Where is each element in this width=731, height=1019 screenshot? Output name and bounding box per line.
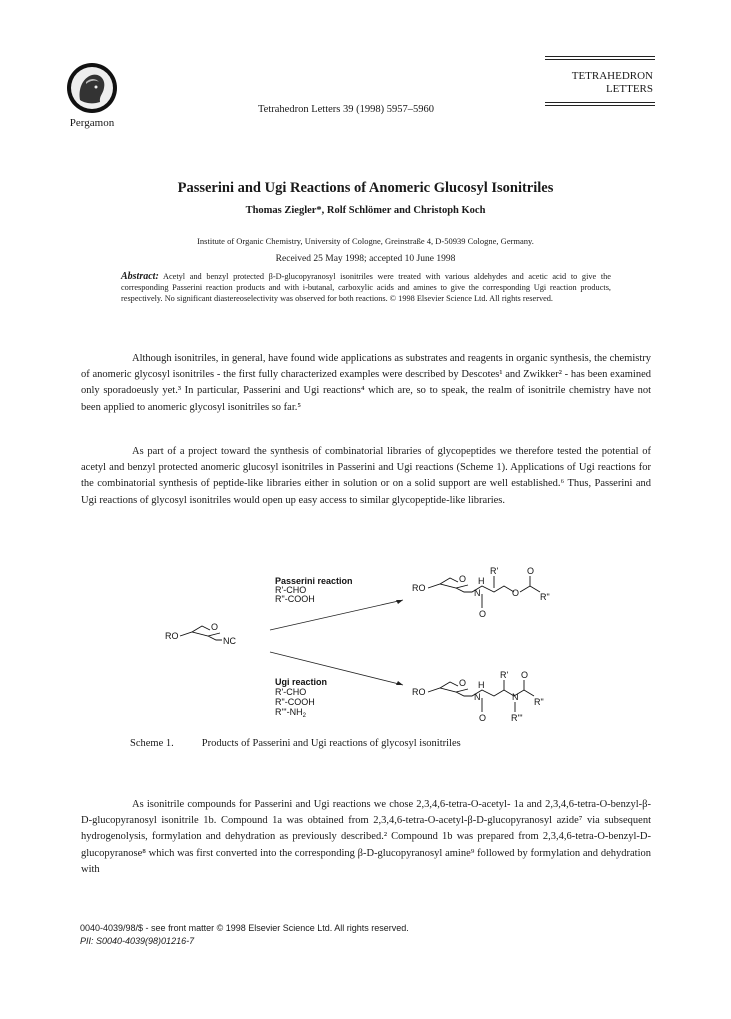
affiliation: Institute of Organic Chemistry, University of Cologne, Greinstraße 4, D-50939 Cologne, Germany. — [197, 236, 534, 246]
caption-title: Products of Passerini and Ugi reactions of glycosyl isonitriles — [201, 738, 461, 749]
passerini-arrow — [270, 600, 403, 630]
abstract-text: Acetyl and benzyl protected β-D-glucopyranosyl isonitriles were treated with various aldehydes and acetic acid to give the corresponding Passerini reaction products and with i-butanal, carboxylic acids and amines to give the corresponding Ugi reaction products, respectively. No significant diastereoselectivity was observed for both reactions. © 1998 Elsevier Science Ltd. All rights reserved. — [121, 272, 611, 303]
journal-name-line1: TETRAHEDRON — [571, 70, 653, 82]
paragraph-text: As isonitrile compounds for Passerini and Ugi reactions we chose 2,3,4,6-tetra-O-acetyl- 1a and 2,3,4,6-tetra-O-benzyl-β-D-glucopyranosyl isonitrile 1b. Compound 1a was obtained from 2,3,4,6-tetra-O-acetyl-β-D-glucopyranosyl azide⁷ via subsequent hydrogenolysis, formylation and dehydration as previously described.² Compound 1b was prepared from 2,3,4,6-tetra-O-benzyl-D-glucopyranose⁸ which was first converted into the corresponding β-D-glucopyranosyl amine⁹ followed by formylation and dehydration with — [81, 799, 651, 875]
start-ring-oxygen: O — [211, 622, 219, 632]
masthead-rule — [545, 102, 655, 103]
start-ro-label: RO — [165, 631, 179, 641]
journal-name — [545, 62, 655, 102]
ugi-product-h: H — [478, 680, 485, 690]
ugi-reagent-2: R"-COOH — [275, 697, 315, 707]
ugi-reaction-label: Ugi reaction — [275, 677, 328, 687]
ugi-reagent-3: $R'''-NH_2$ — [275, 707, 306, 719]
start-nc-label: NC — [223, 636, 236, 646]
received-dates: Received 25 May 1998; accepted 10 June 1998 — [275, 254, 456, 264]
passerini-r-prime: R' — [490, 566, 499, 576]
passerini-product-n: N — [474, 588, 481, 598]
journal-masthead — [545, 56, 655, 108]
ugi-ring-oxygen: O — [459, 678, 467, 688]
page-footer — [80, 922, 409, 948]
passerini-ester-bonds — [520, 586, 540, 592]
passerini-product-skeleton — [428, 578, 514, 592]
abstract-label: Abstract: — [121, 271, 159, 282]
arrow-head — [396, 600, 403, 604]
ugi-amide-carbonyl-o: O — [521, 670, 529, 680]
passerini-ring-oxygen: O — [459, 574, 467, 584]
pergamon-logo — [66, 62, 118, 114]
scheme-caption — [130, 738, 461, 749]
passerini-product-ro: RO — [412, 583, 426, 593]
ugi-r-prime: R' — [500, 670, 509, 680]
body-paragraph-2 — [81, 444, 651, 509]
ugi-r-triple-prime: R''' — [511, 713, 523, 723]
masthead-rule — [545, 56, 655, 57]
body-paragraph-1 — [81, 351, 651, 416]
pii-line: PII: S0040-4039(98)01216-7 — [80, 936, 195, 946]
passerini-ester-o: O — [512, 588, 520, 598]
article-title: Passerini and Ugi Reactions of Anomeric Glucosyl Isonitriles — [177, 180, 554, 196]
passerini-ester-carbonyl-o: O — [527, 566, 535, 576]
publisher-name: Pergamon — [69, 117, 115, 129]
passerini-r-double-prime: R" — [540, 592, 550, 602]
masthead-rule — [545, 59, 655, 60]
passerini-product-h: H — [478, 576, 485, 586]
passerini-reagent-1: R'-CHO — [275, 585, 307, 595]
ugi-amide-n: N — [512, 692, 519, 702]
journal-reference: Tetrahedron Letters 39 (1998) 5957–5960 — [258, 104, 434, 115]
ugi-carbonyl-o: O — [479, 713, 487, 723]
journal-name-line2: LETTERS — [605, 83, 653, 95]
author-list: Thomas Ziegler*, Rolf Schlömer and Christoph Koch — [245, 205, 486, 216]
paragraph-text: Although isonitriles, in general, have found wide applications as substrates and reagents in organic synthesis, the chemistry of anomeric glycosyl isonitriles - the first fully characterized examples were described by Descotes¹ and Zwikker² - has been examined only sporadoeusly yet.³ In particular, Passerini and Ugi reactions⁴ which are, so to speak, the realm of isonitrile chemistry have not been applied to anomeric glycosyl isonitriles so far.⁵ — [81, 353, 651, 413]
paragraph-text: As part of a project toward the synthesis of combinatorial libraries of glycopeptides we therefore tested the potential of acetyl and benzyl protected anomeric glucosyl isonitriles in Passerini and Ugi reactions (Scheme 1). Applications of Ugi reactions for the combinatorial synthesis of peptide-like libraries either in solution or on a solid support are well established.⁶ Thus, Passerini and Ugi reactions of glycosyl isonitriles would open up easy access to similar glycopeptide-like libraries. — [81, 446, 651, 506]
abstract — [121, 271, 611, 304]
ugi-r-double-prime: R" — [534, 697, 544, 707]
copyright-line: 0040-4039/98/$ - see front matter © 1998 Elsevier Science Ltd. All rights reserved. — [80, 923, 409, 933]
ugi-product-ro: RO — [412, 687, 426, 697]
passerini-reaction-label: Passerini reaction — [275, 576, 353, 586]
masthead-rule — [545, 105, 655, 106]
caption-label: Scheme 1. — [130, 738, 174, 749]
ugi-product-n: N — [474, 692, 481, 702]
passerini-reagent-2: R"-COOH — [275, 594, 315, 604]
scheme-1-diagram — [160, 560, 580, 730]
arrow-head — [396, 681, 403, 685]
passerini-carbonyl-o: O — [479, 609, 487, 619]
ugi-reagent-1: R'-CHO — [275, 687, 307, 697]
body-paragraph-3 — [81, 797, 651, 878]
